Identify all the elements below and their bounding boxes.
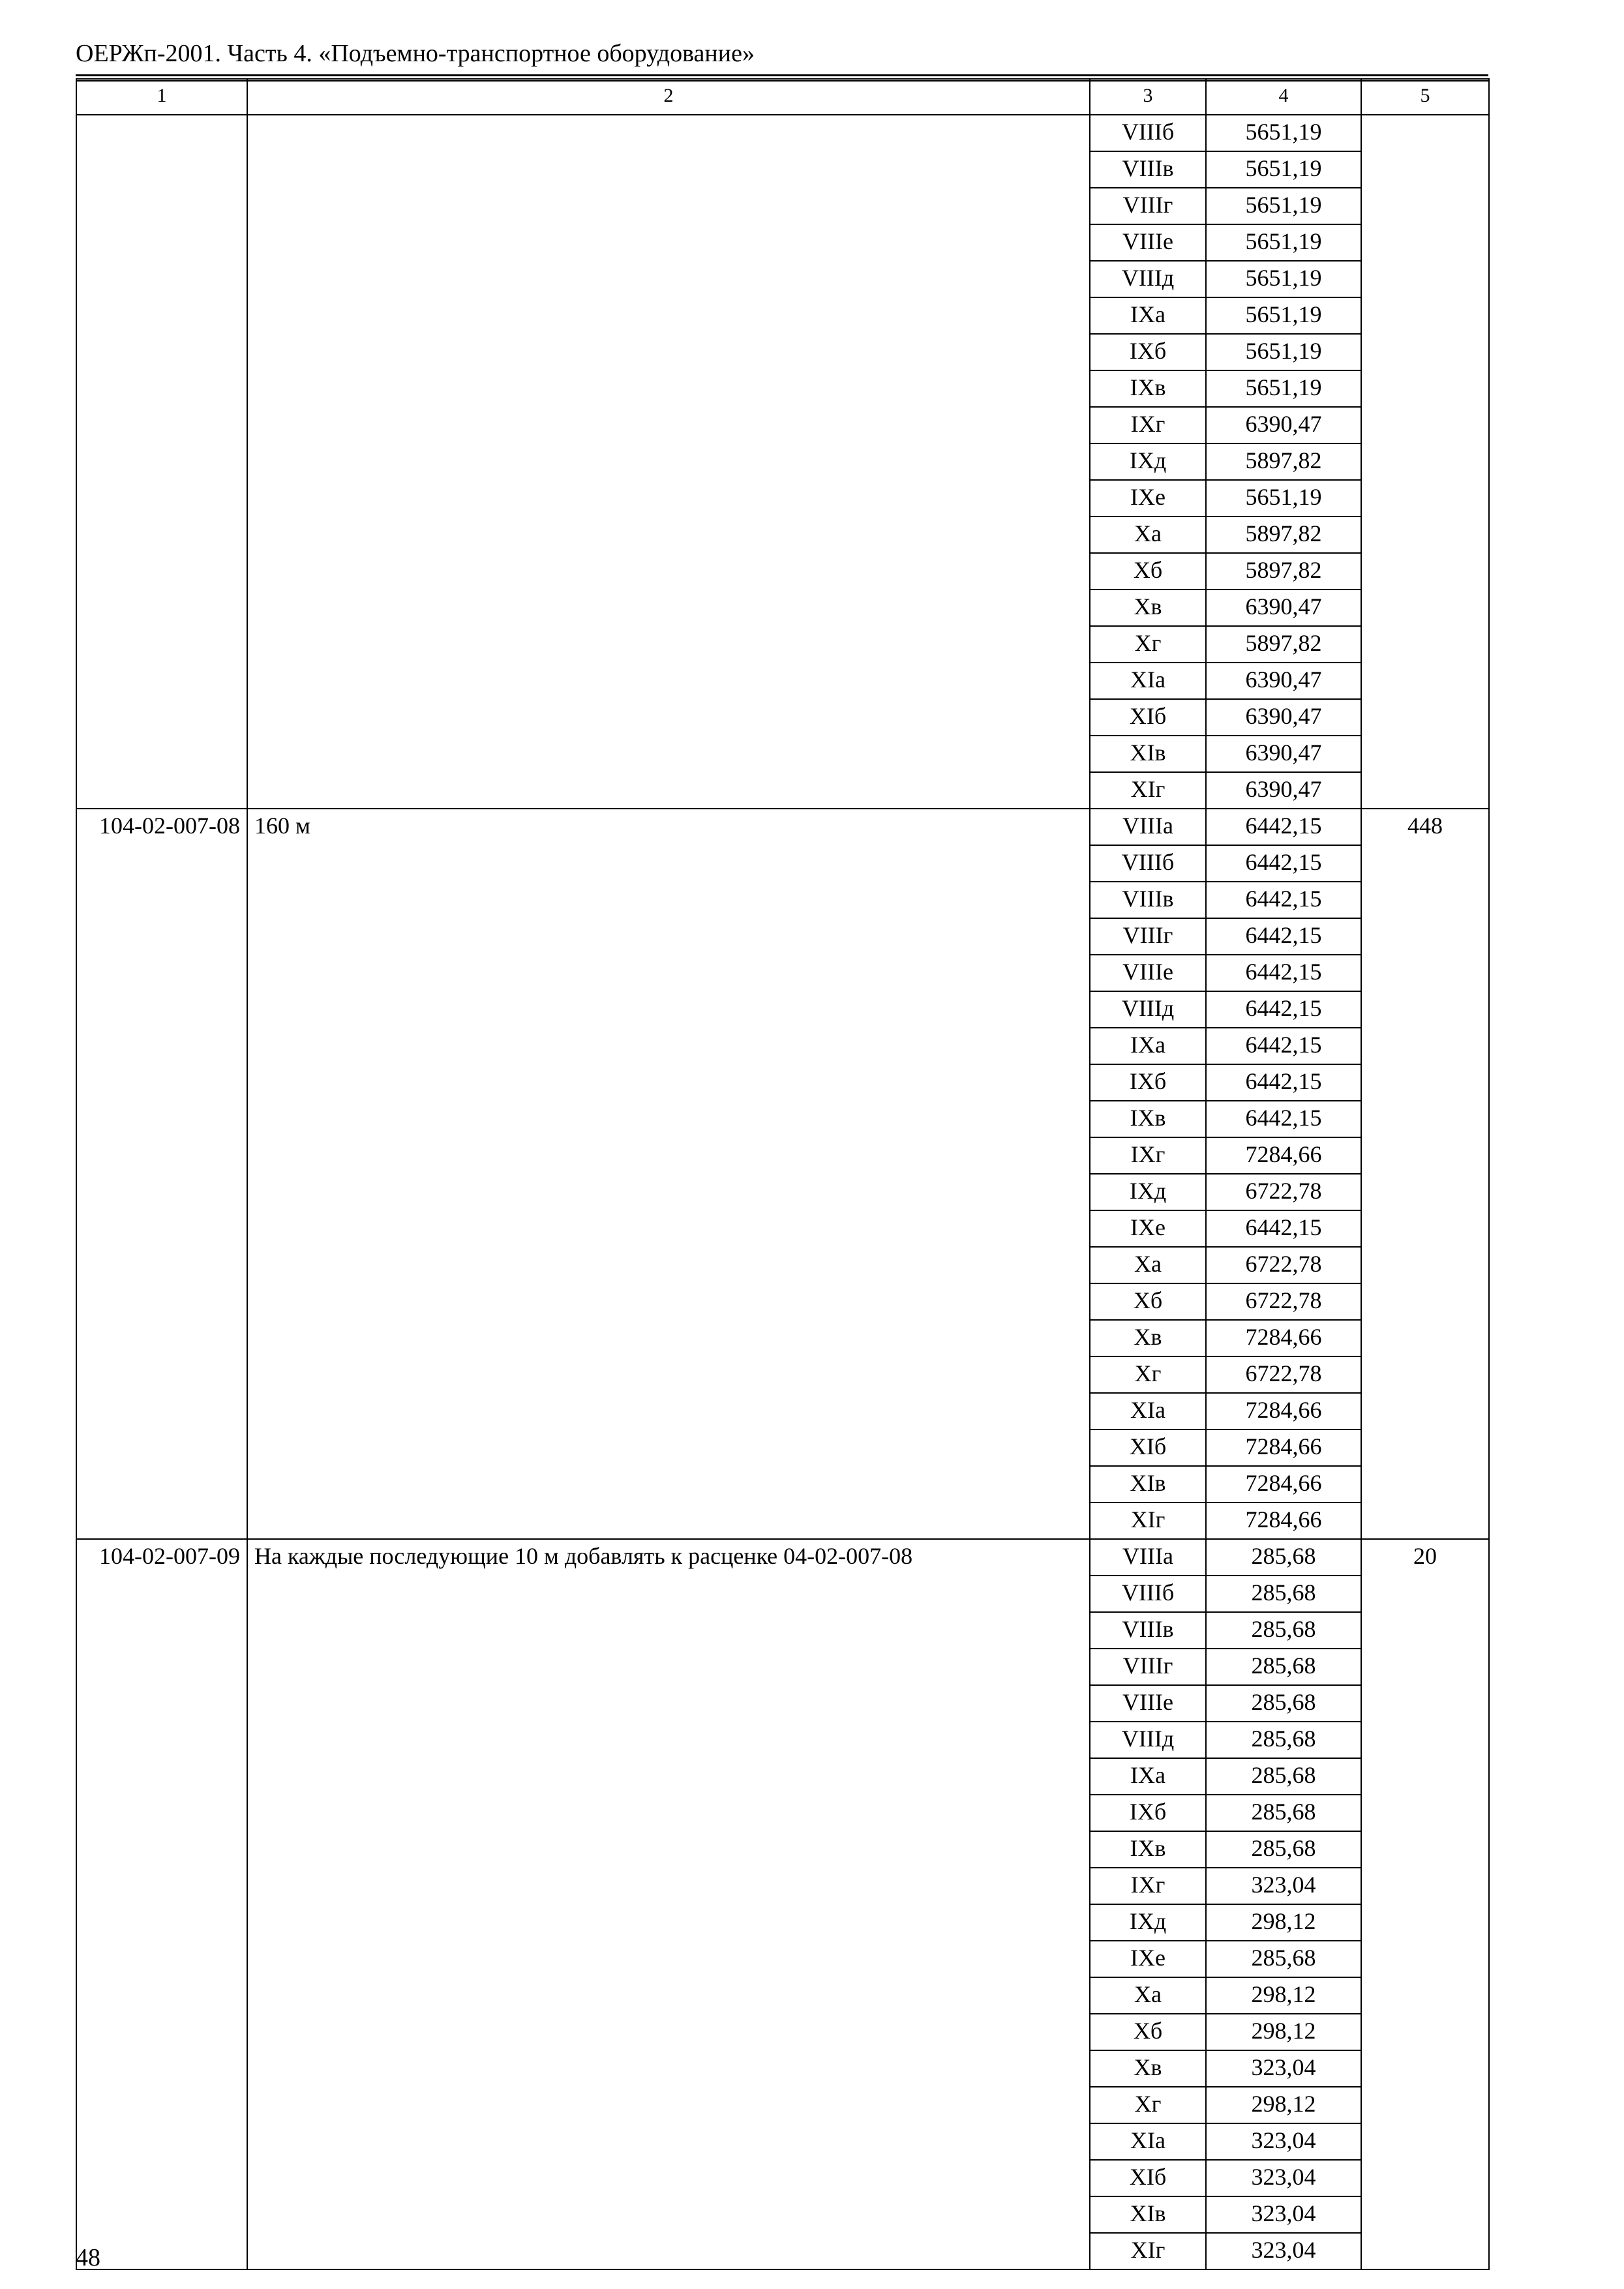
category-cell: IXг — [1090, 407, 1206, 443]
category-cell: Xв — [1090, 2050, 1206, 2087]
column-5-value: 20 — [1361, 1539, 1489, 2269]
category-cell: VIIIе — [1090, 955, 1206, 991]
category-cell: IXг — [1090, 1868, 1206, 1904]
category-cell: IXв — [1090, 370, 1206, 407]
price-cell: 5651,19 — [1206, 370, 1361, 407]
category-cell: XIг — [1090, 2233, 1206, 2269]
price-cell: 5897,82 — [1206, 516, 1361, 553]
price-cell: 6442,15 — [1206, 955, 1361, 991]
price-cell: 323,04 — [1206, 2050, 1361, 2087]
column-number-row — [76, 79, 1489, 115]
category-cell: Xг — [1090, 1356, 1206, 1393]
price-cell: 6442,15 — [1206, 1064, 1361, 1101]
category-cell: VIIIв — [1090, 151, 1206, 188]
price-cell: 285,68 — [1206, 1612, 1361, 1649]
table-body — [76, 115, 1489, 2269]
price-cell: 5651,19 — [1206, 188, 1361, 224]
category-cell: Xг — [1090, 2087, 1206, 2123]
price-cell: 7284,66 — [1206, 1466, 1361, 1503]
category-cell: Xа — [1090, 516, 1206, 553]
rate-code: 104-02-007-08 — [76, 809, 247, 1539]
category-cell: IXе — [1090, 1941, 1206, 1977]
price-cell: 6722,78 — [1206, 1356, 1361, 1393]
rate-code — [76, 115, 247, 809]
price-cell: 7284,66 — [1206, 1320, 1361, 1356]
column-5-value: 448 — [1361, 809, 1489, 1539]
price-cell: 6442,15 — [1206, 1210, 1361, 1247]
category-cell: Xб — [1090, 1283, 1206, 1320]
price-cell: 6442,15 — [1206, 1028, 1361, 1064]
category-cell: XIб — [1090, 699, 1206, 736]
category-cell: VIIIг — [1090, 918, 1206, 955]
category-cell: Xв — [1090, 1320, 1206, 1356]
price-cell: 285,68 — [1206, 1941, 1361, 1977]
rate-description: 160 м — [247, 809, 1090, 1539]
price-cell: 5897,82 — [1206, 443, 1361, 480]
price-cell: 6722,78 — [1206, 1247, 1361, 1283]
price-cell: 5651,19 — [1206, 480, 1361, 516]
category-cell: Xв — [1090, 590, 1206, 626]
price-cell: 285,68 — [1206, 1831, 1361, 1868]
price-cell: 5897,82 — [1206, 626, 1361, 663]
price-cell: 285,68 — [1206, 1795, 1361, 1831]
price-cell: 6390,47 — [1206, 407, 1361, 443]
price-cell: 5651,19 — [1206, 151, 1361, 188]
category-cell: XIв — [1090, 2196, 1206, 2233]
price-cell: 6442,15 — [1206, 991, 1361, 1028]
price-cell: 6390,47 — [1206, 590, 1361, 626]
rate-code: 104-02-007-09 — [76, 1539, 247, 2269]
price-cell: 6390,47 — [1206, 736, 1361, 772]
price-cell: 5651,19 — [1206, 224, 1361, 261]
price-cell: 7284,66 — [1206, 1429, 1361, 1466]
price-cell: 6442,15 — [1206, 845, 1361, 882]
price-cell: 7284,66 — [1206, 1393, 1361, 1429]
category-cell: VIIIв — [1090, 882, 1206, 918]
category-cell: Xа — [1090, 1977, 1206, 2014]
price-cell: 285,68 — [1206, 1576, 1361, 1612]
column-header-2: 2 — [247, 79, 1090, 115]
price-cell: 7284,66 — [1206, 1137, 1361, 1174]
category-cell: XIг — [1090, 1503, 1206, 1539]
category-cell: VIIIд — [1090, 991, 1206, 1028]
category-cell: Xа — [1090, 1247, 1206, 1283]
category-cell: XIг — [1090, 772, 1206, 809]
table-row — [76, 1539, 1489, 1576]
price-cell: 285,68 — [1206, 1539, 1361, 1576]
category-cell: VIIIг — [1090, 188, 1206, 224]
column-header-1: 1 — [76, 79, 247, 115]
category-cell: XIа — [1090, 1393, 1206, 1429]
price-cell: 323,04 — [1206, 1868, 1361, 1904]
category-cell: VIIIе — [1090, 1685, 1206, 1722]
category-cell: XIа — [1090, 663, 1206, 699]
price-cell: 5651,19 — [1206, 115, 1361, 151]
category-cell: VIIIа — [1090, 1539, 1206, 1576]
category-cell: IXд — [1090, 1904, 1206, 1941]
price-cell: 323,04 — [1206, 2196, 1361, 2233]
price-cell: 7284,66 — [1206, 1503, 1361, 1539]
price-cell: 298,12 — [1206, 1977, 1361, 2014]
price-cell: 5897,82 — [1206, 553, 1361, 590]
category-cell: XIв — [1090, 1466, 1206, 1503]
price-cell: 5651,19 — [1206, 261, 1361, 297]
category-cell: VIIIв — [1090, 1612, 1206, 1649]
category-cell: IXб — [1090, 1795, 1206, 1831]
category-cell: XIа — [1090, 2123, 1206, 2160]
column-header-3: 3 — [1090, 79, 1206, 115]
category-cell: IXа — [1090, 1758, 1206, 1795]
category-cell: VIIIе — [1090, 224, 1206, 261]
price-cell: 6722,78 — [1206, 1283, 1361, 1320]
price-cell: 6722,78 — [1206, 1174, 1361, 1210]
category-cell: IXд — [1090, 443, 1206, 480]
category-cell: VIIIд — [1090, 1722, 1206, 1758]
category-cell: VIIIб — [1090, 1576, 1206, 1612]
price-cell: 6390,47 — [1206, 663, 1361, 699]
price-cell: 298,12 — [1206, 2014, 1361, 2050]
price-cell: 285,68 — [1206, 1649, 1361, 1685]
category-cell: VIIIа — [1090, 809, 1206, 845]
price-cell: 285,68 — [1206, 1722, 1361, 1758]
price-cell: 6390,47 — [1206, 699, 1361, 736]
price-cell: 6442,15 — [1206, 809, 1361, 845]
category-cell: IXе — [1090, 1210, 1206, 1247]
category-cell: IXв — [1090, 1101, 1206, 1137]
price-cell: 285,68 — [1206, 1685, 1361, 1722]
category-cell: VIIIд — [1090, 261, 1206, 297]
category-cell: IXа — [1090, 297, 1206, 334]
price-cell: 6390,47 — [1206, 772, 1361, 809]
price-cell: 6442,15 — [1206, 1101, 1361, 1137]
page-number: 48 — [76, 2244, 100, 2271]
price-cell: 5651,19 — [1206, 334, 1361, 370]
header-rule — [76, 74, 1488, 76]
category-cell: IXб — [1090, 1064, 1206, 1101]
category-cell: VIIIб — [1090, 115, 1206, 151]
category-cell: VIIIг — [1090, 1649, 1206, 1685]
category-cell: XIв — [1090, 736, 1206, 772]
category-cell: XIб — [1090, 2160, 1206, 2196]
category-cell: IXе — [1090, 480, 1206, 516]
table-row — [76, 809, 1489, 845]
category-cell: IXв — [1090, 1831, 1206, 1868]
price-cell: 285,68 — [1206, 1758, 1361, 1795]
category-cell: Xб — [1090, 553, 1206, 590]
rate-description: На каждые последующие 10 м добавлять к расценке 04-02-007-08 — [247, 1539, 1090, 2269]
price-cell: 5651,19 — [1206, 297, 1361, 334]
table-row — [76, 115, 1489, 151]
price-cell: 298,12 — [1206, 2087, 1361, 2123]
page-header: ОЕРЖп-2001. Часть 4. «Подъемно-транспортное оборудование» — [76, 40, 755, 67]
column-header-5: 5 — [1361, 79, 1489, 115]
price-cell: 298,12 — [1206, 1904, 1361, 1941]
category-cell: VIIIб — [1090, 845, 1206, 882]
column-header-4: 4 — [1206, 79, 1361, 115]
price-cell: 6442,15 — [1206, 918, 1361, 955]
price-cell: 323,04 — [1206, 2160, 1361, 2196]
category-cell: XIб — [1090, 1429, 1206, 1466]
category-cell: IXг — [1090, 1137, 1206, 1174]
price-table — [76, 78, 1490, 2270]
price-cell: 6442,15 — [1206, 882, 1361, 918]
rate-description — [247, 115, 1090, 809]
price-cell: 323,04 — [1206, 2123, 1361, 2160]
category-cell: IXб — [1090, 334, 1206, 370]
category-cell: IXд — [1090, 1174, 1206, 1210]
category-cell: Xг — [1090, 626, 1206, 663]
category-cell: Xб — [1090, 2014, 1206, 2050]
category-cell: IXа — [1090, 1028, 1206, 1064]
column-5-value — [1361, 115, 1489, 809]
price-cell: 323,04 — [1206, 2233, 1361, 2269]
